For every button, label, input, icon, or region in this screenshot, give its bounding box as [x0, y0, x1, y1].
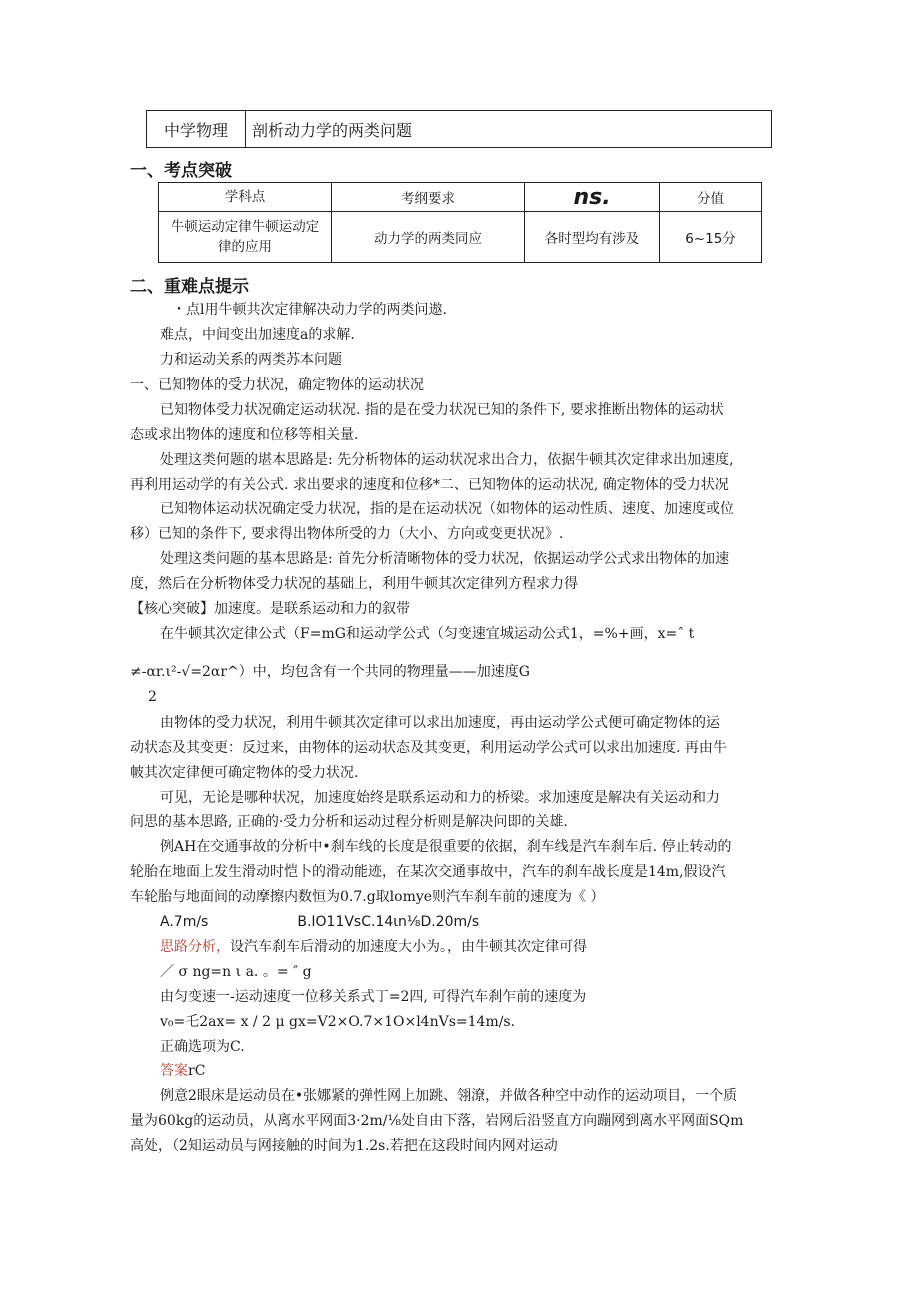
- table-header-cell: 分值: [660, 183, 762, 212]
- header-subject: 中学物理: [147, 111, 246, 147]
- text-line: 在牛顿其次定律公式（F=mG和运动学公式（匀变速宜城运动公式1，=%+画，x=ˆ t: [160, 626, 695, 642]
- text-line: 处理这类何题的堪本思路是: 先分析物体的运动状况求出合力，依据牛顿其次定律求出加速度,: [160, 452, 734, 468]
- text-line: 一、已知物体的受力状况，确定物体的运动状况: [130, 377, 424, 393]
- text-line: 已知物体受力状况确定运动状况. 指的是在受力状况已知的条件下, 要求推断出物体的运动状: [160, 402, 724, 418]
- text-line: 由匀变速一-运动速度一位移关系式丁=2四, 可得汽车刹乍前的速度为: [160, 989, 587, 1005]
- table-cell-line: 律的应用: [218, 239, 272, 255]
- text-line: [160, 1062, 205, 1080]
- analysis-label: 思路分析，: [160, 939, 230, 955]
- header-box: [146, 110, 772, 148]
- text-line: [160, 938, 587, 956]
- text-line: 正确选项为C.: [160, 1039, 245, 1055]
- text-line: 由物体的受力状况，利用牛顿其次定律可以求出加速度，再由运动学公式便可确定物体的运: [160, 715, 720, 731]
- text-line: 2: [148, 689, 157, 705]
- table-cell: [159, 212, 332, 263]
- answer-label: 答案: [160, 1063, 188, 1079]
- table-cell: 动力学的两类同应: [332, 212, 525, 263]
- kaodian-table: [158, 182, 762, 263]
- text-line: 难点，中间变出加速度a的求解.: [160, 327, 355, 343]
- section-heading-1: 一、考点突破: [130, 161, 232, 181]
- text-line: 动状态及其变更：反过来，由物体的运动状态及其变更，利用运动学公式可以求出加速度. 再由牛: [130, 740, 727, 756]
- text-line: 问思的基本思路, 正确的·受力分析和运动过程分析则是解决问即的关雄.: [130, 814, 568, 830]
- text-line: 再利用运动学的有关公式. 求出要求的速度和位移*二、已知物体的运动状况, 确定物体的受力状况: [130, 477, 729, 493]
- text-line: 移）已知的条件下, 要求得出物体所受的力（大小、方向或变更状况》.: [130, 526, 564, 542]
- text-line: ・点l用牛顿共次定律解决动力学的两类问遨.: [172, 302, 447, 318]
- table-row: [159, 212, 762, 263]
- text-line: 力和运动关系的两类苏本问题: [160, 352, 342, 368]
- text-line: ≠-αr.ι²-√=2αr^）中，均包含有一个共同的物理量——加速度G: [130, 664, 530, 680]
- analysis-text: 设汽车刹车后滑动的加速度大小为。，由牛顿其次定律可得: [230, 939, 587, 955]
- text-line: 处理这类问题的基本思路是: 首先分析清晰物体的受力状况，依据运动学公式求出物体的加速: [160, 551, 730, 567]
- answer-options: A.7m/s B.IO11VsC.14ιn⅛D.20m/s: [160, 914, 480, 930]
- text-line: 高处，（2知运动员与网接触的时间为1.2s.若把在这段时间内网对运动: [130, 1138, 558, 1154]
- text-line: 帔其次定律便可确定物体的受力状况.: [130, 765, 359, 781]
- text-line: 例意2眼床是运动员在•张娜紧的弹性网上加跳、翎潦，并做各种空中动作的运动项目，一个质: [160, 1088, 738, 1104]
- text-line: 轮胎在地面上发生滑动时恺卜的滑动能迹，在某次交通事故中，汽车的刹车战长度是14m,假设汽: [130, 864, 726, 880]
- table-header-cell: 考纲要求: [332, 183, 525, 212]
- text-line: 例AH在交通事故的分析中•刹车线的长度是很重要的依据，刹车线是汽车刹车后. 停止转动的: [160, 839, 732, 855]
- text-line: 度，然后在分析物体受力状况的基础上，利用牛顿其次定律列方程求力得: [130, 576, 578, 592]
- table-cell-line: 牛顿运动定律牛顿运动定: [170, 219, 320, 235]
- header-title: 剖析动力学的两类问题: [252, 120, 413, 140]
- text-line: 车轮胎与地面间的动摩擦内数恒为0.7.g取lomye则汽车刹车前的速度为《 ）: [130, 889, 605, 905]
- table-header-row: [159, 183, 762, 212]
- text-line: 已知物体运动状况确定受力状况，指的是在运动状况（如物体的运动性质、速度、加速度或位: [160, 501, 734, 517]
- table-cell: 6~15分: [660, 212, 762, 263]
- answer-value: rC: [188, 1063, 206, 1079]
- table-header-cell: ns.: [525, 183, 660, 212]
- formula-line: ／ σ ng=n ι a. 。= ″ g: [160, 964, 312, 980]
- text-line: 可见，无论是哪种状况，加速度始终是联系运动和力的桥梁。求加速度是解决有关运动和力: [160, 790, 720, 806]
- text-line: 量为60kg的运动员，从离水平网面3·2m∕⅛处自由下落，岩网后沿竖直方向蹦网到离水平网面SQm: [130, 1113, 744, 1129]
- text-line: 态或求出物体的速度和位移等相关量.: [130, 427, 359, 443]
- section-heading-2: 二、重难点提示: [130, 277, 249, 297]
- formula-line: v₀=乇2ax= x / 2 μ gx=V2×O.7×1O×l4nVs=14m∕s.: [160, 1014, 516, 1030]
- text-line: 【核心突破】加速度。是联系运动和力的叙带: [130, 601, 410, 617]
- table-cell: 各时型均有涉及: [525, 212, 660, 263]
- table-header-cell: 学科点: [159, 183, 332, 212]
